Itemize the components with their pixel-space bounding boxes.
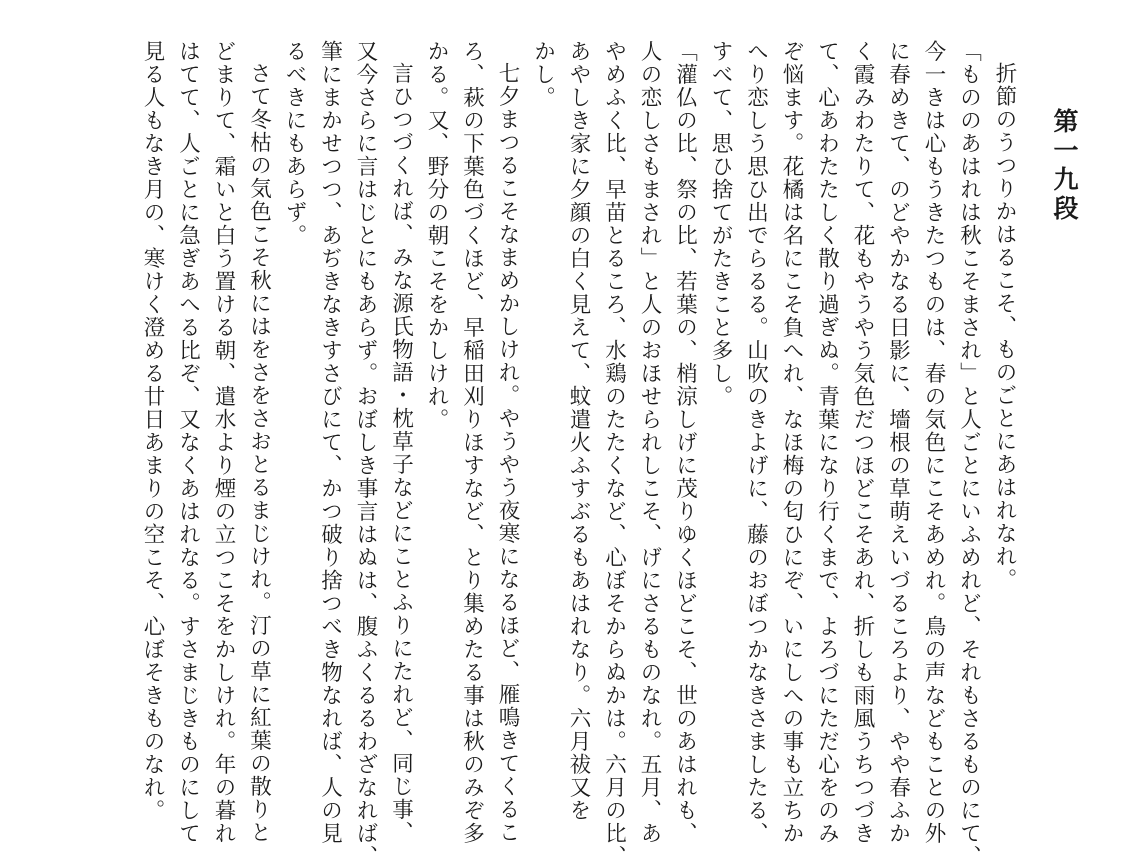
- text-column: へり恋しう思ひ出でらるる。山吹のきよげに、藤のおぼつかなきさましたる、: [743, 40, 769, 845]
- text-column: て、心あわたたしく散り過ぎぬ。青葉になり行くまで、よろづにただ心をのみ: [814, 40, 840, 845]
- text-column: すべて、思ひ捨てがたきこと多し。: [708, 40, 733, 408]
- text-column: かし。: [530, 40, 556, 109]
- text-column: 今一きは心もうきたつものは、春の気色にこそあめれ。鳥の声などもことの外: [921, 40, 946, 845]
- text-column: ろ、萩の下葉色づくほど、早稲田刈りほすなど、とり集めたる事は秋のみぞ多: [459, 40, 485, 845]
- text-column: 筆にまかせつつ、あぢきなきすさびにて、かつ破り捨つべき物なれば、人の見: [317, 40, 343, 845]
- text-column: ぞ悩ます。花橘は名にこそ負へれ、なほ梅の匂ひにぞ、いにしへの事も立ちか: [779, 40, 804, 845]
- text-column: あやしき家に夕顔の白く見えて、蚊遣火ふすぶるもあはれなり。六月祓又を: [566, 40, 591, 822]
- text-column: はてて、人ごとに急ぎあへる比ぞ、又なくあはれなる。すさまじきものにして: [175, 40, 201, 845]
- text-column: どまりて、霜いと白う置ける朝、遣水より煙の立つこそをかしけれ。年の暮れ: [211, 40, 236, 845]
- section-title: 第一九段: [1050, 108, 1079, 224]
- text-column: 「もののあはれは秋こそまされ」と人ごとにいふめれど、それもさるものにて、: [956, 40, 982, 868]
- text-column: 折節のうつりかはるこそ、ものごとにあはれなれ。: [992, 62, 1017, 591]
- text-column: 言ひつづくれば、みな源氏物語・枕草子などにことふりにたれど、同じ事、: [388, 62, 414, 844]
- text-column: かる。又、野分の朝こそをかしけれ。: [424, 40, 449, 431]
- text-column: さて冬枯の気色こそ秋にはをさをさおとるまじけれ。汀の草に紅葉の散りと: [246, 62, 272, 844]
- vertical-text-body: [135, 40, 1023, 868]
- text-column: 見る人もなき月の、寒けく澄める廿日あまりの空こそ、心ぼそきものなれ。: [140, 40, 165, 822]
- text-column: 人の恋しさもまされ」と人のおほせられしこそ、げにさるものなれ。五月、あ: [637, 40, 662, 845]
- text-column: 「灌仏の比、祭の比、若葉の、梢涼しげに茂りゆくほどこそ、世のあはれも、: [672, 40, 698, 845]
- text-column: るべきにもあらず。: [282, 40, 307, 247]
- text-column: く霞みわたりて、花もやうやう気色だつほどこそあれ、折しも雨風うちつづき: [850, 40, 875, 845]
- text-column: 又今さらに言はじとにもあらず。おぼしき事言はぬは、腹ふくるるわざなれば、: [353, 40, 378, 868]
- text-column: 七夕まつるこそなまめかしけれ。やうやう夜寒になるほど、雁鳴きてくるこ: [495, 62, 520, 844]
- text-column: やめふく比、早苗とるころ、水鶏のたたくなど、心ぼそからぬかは。六月の比、: [601, 40, 627, 868]
- text-column: に春めきて、のどやかなる日影に、墻根の草萌えいづるころより、やや春ふか: [885, 40, 911, 845]
